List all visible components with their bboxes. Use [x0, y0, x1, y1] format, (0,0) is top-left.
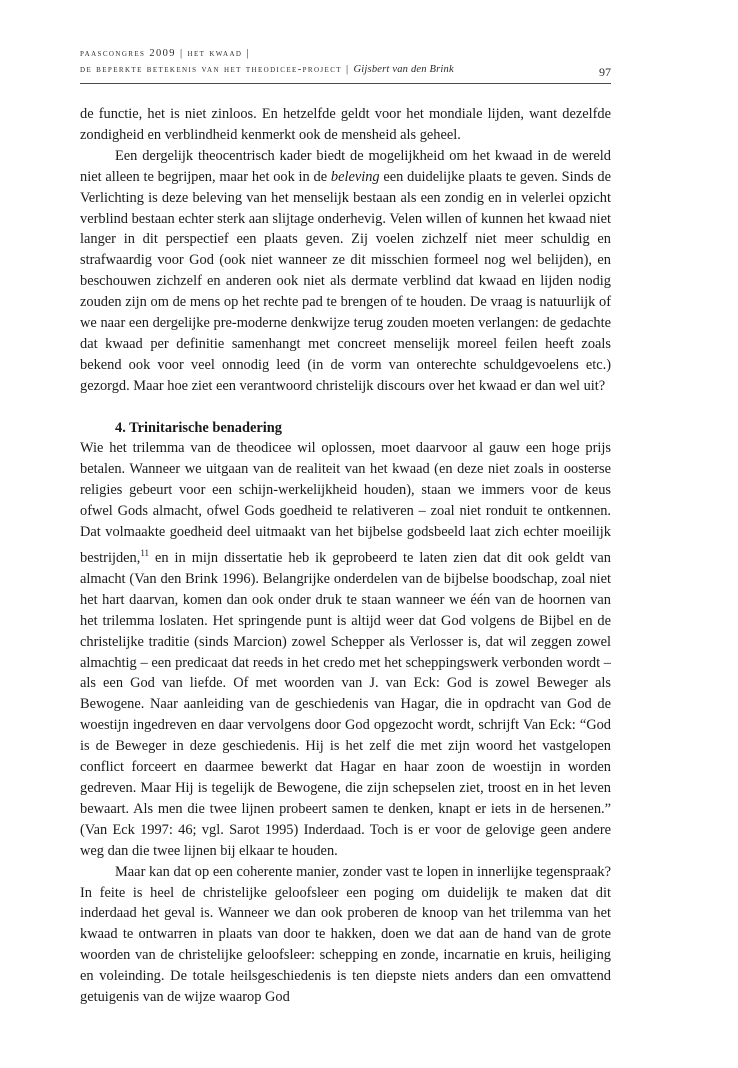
running-head-line-1: paascongres 2009 | het kwaad |: [80, 48, 250, 59]
paragraph-3-start: Wie het trilemma van de theodicee wil oplossen, moet daarvoor al gauw een hoge prijs betalen. Wanneer we uitgaan van de realiteit van het kwaad (en deze niet zoals in oosterse religies gebeurt voor een schijn-werkelijkheid houden), staan we immers voor de keus ofwel Gods almacht, ofwel Gods goedheid te relativeren – zoal niet ronduit te ontkennen. Dat volmaakte goedheid deel uitmaakt van het bijbelse godsbeeld laat zich echter moeilijk bestrijden,: [80, 440, 611, 567]
running-head: [80, 46, 612, 77]
paragraph-3: [80, 438, 611, 861]
running-head-title: de beperkte betekenis van het theodicee-project |: [80, 63, 354, 75]
page-number: 97: [599, 65, 611, 79]
header-rule: [80, 83, 611, 84]
body-text: [80, 104, 611, 1008]
paragraph-4: Maar kan dat op een coherente manier, zonder vast te lopen in innerlijke tegenspraak? In feite is heel de christelijke geloofsleer een poging om duidelijk te maken dat dit inderdaad het geval is. Wanneer we dan ook proberen de knoop van het trilemma van het kwaad te ontwarren in plaats van door te hakken, doen we dat aan de hand van de grote woorden van de christelijke geloofsleer: schepping en zonde, incarnatie en kruis, heiliging en voleinding. De totale heilsgeschiedenis is ten diepste niets anders dan een omvattend getuigenis van de wijze waarop God: [80, 863, 611, 1006]
paragraph-2-end: een duidelijke plaats te geven. Sinds de Verlichting is deze beleving van het menselijk bestaan als een zondig en in velerlei opzicht verblind bestaan echter sterk aan slijtage onderhevig. Velen willen of kunnen het kwaad niet langer in dit perspectief een plaats geven. Zij voelen zichzelf niet meer schuldig en strafwaardig voor God (ook niet wanneer ze dit misschien formeel nog wel belijden), en beschouwen zichzelf en anderen ook niet als dermate verblind dat kwaad en lijden nodig zouden zijn om de mens op het rechte pad te brengen of te houden. De vraag is natuurlijk of we naar een dergelijke pre-moderne denkwijze terug zouden moeten verlangen: de gedachte dat kwaad per definitie samenhangt met concreet menselijk moreel feilen heeft zoals bekend ook voor veel onnodig leed (in de vorm van onterechte schuldgevoelens etc.) gezorgd. Maar hoe ziet een verantwoord christelijk discours over het kwaad er dan wel uit?: [80, 168, 612, 394]
paragraph-2: [80, 146, 611, 397]
running-head-author: Gijsbert van den Brink: [353, 63, 454, 75]
paragraph-3-end: en in mijn dissertatie heb ik geprobeerd te laten zien dat dit ook geldt van almacht (Van den Brink 1996). Belangrijke onderdelen van de bijbelse boodschap, zoal niet het hart daarvan, komen dan ook onder druk te staan wanneer we één van de hoornen van het trilemma loslaten. Het springende punt is altijd weer dat God volgens de Bijbel en de christelijke traditie (sinds Marcion) zowel Schepper als Verlosser is, dat wil zeggen zowel almachtig – een predicaat dat reeds in het credo met het scheppingswerk verbonden wordt – als een God van liefde. Of met woorden van J. van Eck: God is zowel Beweger als Bewogene. Naar aanleiding van de geschiedenis van Hagar, die in opdracht van God de woestijn ingedreven en daar vervolgens door God opgezocht wordt, schrijft Van Eck: “God is de Beweger in deze geschiedenis. Hij is het zelf die met zijn woord het vastgelopen conflict forceert en daarmee bewerkt dat Hagar en haar zoon de woestijn in worden gedreven. Maar Hij is tegelijk de Bewogene, die zijn schepselen ziet, troost en in het leven bewaart. Als men die twee lijnen probeert samen te denken, knapt er iets in de hersenen.” (Van Eck 1997: 46; vgl. Sarot 1995) Inderdaad. Toch is er voor de gelovige geen andere weg dan die twee lijnen bij elkaar te houden.: [80, 550, 611, 859]
running-head-line-2: [80, 62, 612, 78]
paragraph-2-start: Een dergelijk theocentrisch kader biedt de mogelijkheid om het kwaad in de wereld niet alleen te begrijpen, maar het ook in de: [80, 147, 611, 185]
footnote-marker[interactable]: 11: [140, 548, 150, 559]
paragraph-1: de functie, het is niet zinloos. En hetzelfde geldt voor het mondiale lijden, want dezelfde zondigheid en verblindheid kenmerkt ook de mensheid als geheel.: [80, 106, 611, 143]
paragraph-2-emphasis: beleving: [330, 168, 380, 185]
section-heading: 4. Trinitarische benadering: [115, 419, 282, 436]
